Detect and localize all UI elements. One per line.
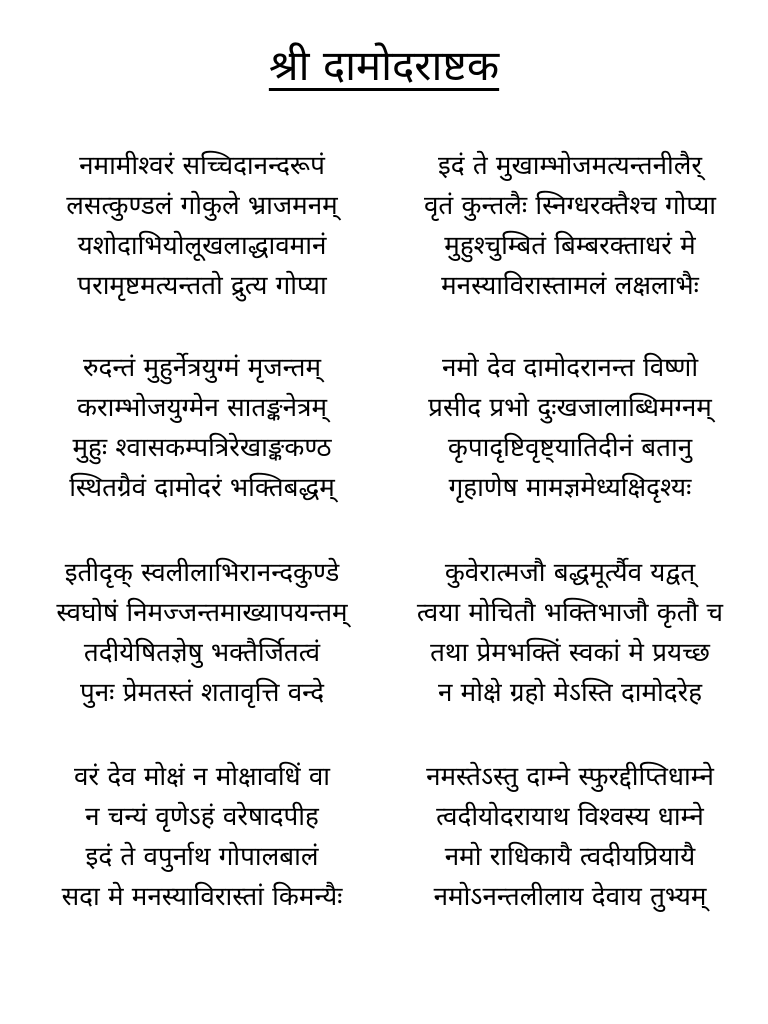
verse-line: रुदन्तं मुहुर्नेत्रयुग्मं मृजन्तम् xyxy=(83,353,321,383)
verse-line: यशोदाभियोलूखलाद्धावमानं xyxy=(77,231,327,261)
verse-line: परामृष्टमत्यन्ततो द्रुत्य गोप्या xyxy=(77,271,327,301)
verse-line: इदं ते वपुर्नाथ गोपालबालं xyxy=(85,842,319,872)
verse-line: इतीदृक् स्वलीलाभिरानन्दकुण्डे xyxy=(64,558,340,588)
verse-line: इदं ते मुखाम्भोजमत्यन्तनीलैर् xyxy=(438,151,702,181)
stanza-7 xyxy=(22,757,382,917)
verse-line: वरं देव मोक्षं न मोक्षावधिं वा xyxy=(73,762,331,792)
stanza-8 xyxy=(390,757,750,917)
verse-line: लसत्कुण्डलं गोकुले भ्राजमनम् xyxy=(66,191,338,221)
stanza-4 xyxy=(390,348,750,508)
verse-line: स्वघोषं निमज्जन्तमाख्यापयन्तम् xyxy=(56,598,348,628)
verse-line: त्वया मोचितौ भक्तिभाजौ कृतौ च xyxy=(416,598,724,628)
verse-line: नमो देव दामोदरानन्त विष्णो xyxy=(441,353,699,383)
verse-line: कृपादृष्टिवृष्ट्यातिदीनं बतानु xyxy=(447,433,693,463)
stanza-2 xyxy=(390,146,750,306)
stanza-1 xyxy=(22,146,382,306)
verse-line: तदीयेषितज्ञेषु भक्तैर्जितत्वं xyxy=(83,638,321,668)
stanza-5 xyxy=(22,553,382,713)
verse-line: न मोक्षे ग्रहो मेऽस्ति दामोदरेह xyxy=(437,678,703,708)
stanza-3 xyxy=(22,348,382,508)
verse-line: प्रसीद प्रभो दुःखजालाब्धिमग्नम् xyxy=(428,393,712,423)
verse-line: कुवेरात्मजौ बद्धमूर्त्यैव यद्वत् xyxy=(444,558,696,588)
verse-line: मुहुश्चुम्बितं बिम्बरक्ताधरं मे xyxy=(444,231,696,261)
verse-line: मनस्याविरास्तामलं लक्षलाभैः xyxy=(441,271,699,301)
verse-line: तथा प्रेमभक्तिं स्वकां मे प्रयच्छ xyxy=(430,638,710,668)
page-title-text: श्री दामोदराष्टक xyxy=(268,41,500,90)
verse-line: कराम्भोजयुग्मेन सातङ्कनेत्रम् xyxy=(77,393,327,423)
verse-line: नमामीश्वरं सच्चिदानन्दरूपं xyxy=(79,151,325,181)
verse-line: मुहुः श्वासकम्पत्रिरेखाङ्ककण्ठ xyxy=(72,433,332,463)
verse-line: नमस्तेऽस्तु दाम्ने स्फुरद्दीप्तिधाम्ने xyxy=(426,762,714,792)
verse-line: पुनः प्रेमतस्तं शतावृत्ति वन्दे xyxy=(79,678,325,708)
verse-line: वृतं कुन्तलैः स्निग्धरक्तैश्च गोप्या xyxy=(423,191,717,221)
page-title xyxy=(0,36,768,96)
stanza-6 xyxy=(390,553,750,713)
verse-line: त्वदीयोदरायाथ विश्वस्य धाम्ने xyxy=(436,802,704,832)
verse-line: गृहाणेष मामज्ञमेध्यक्षिदृश्यः xyxy=(448,473,692,503)
verse-line: स्थितग्रैवं दामोदरं भक्तिबद्धम् xyxy=(69,473,335,503)
verse-line: नमोऽनन्तलीलाय देवाय तुभ्यम् xyxy=(433,882,707,912)
verse-line: नमो राधिकायै त्वदीयप्रियायै xyxy=(444,842,696,872)
verse-line: सदा मे मनस्याविरास्तां किमन्यैः xyxy=(61,882,343,912)
verse-line: न चन्यं वृणेऽहं वरेषादपीह xyxy=(85,802,319,832)
